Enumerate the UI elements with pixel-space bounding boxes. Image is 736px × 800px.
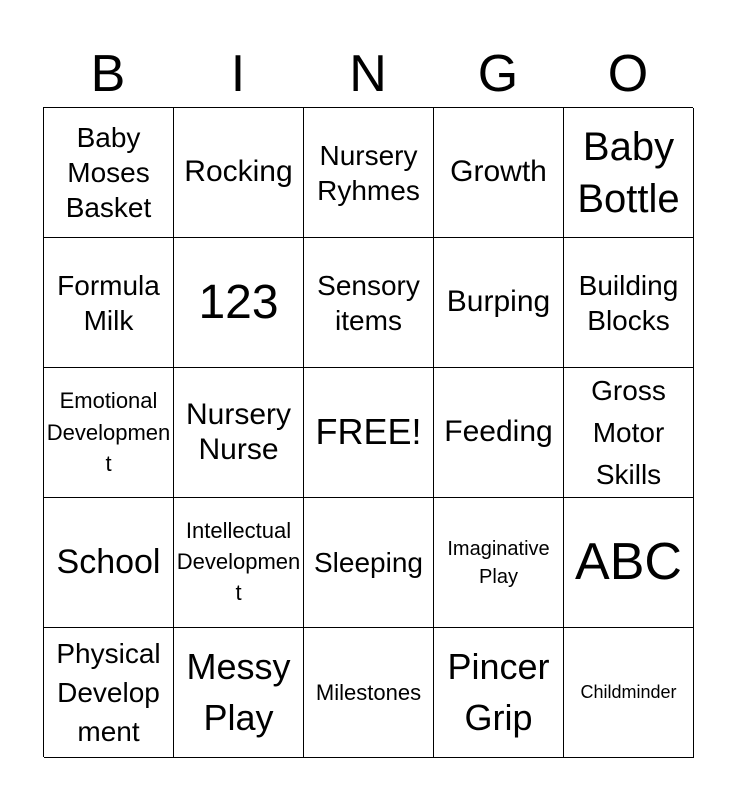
cell-label: Emotional Development xyxy=(46,387,171,477)
cell-label: Baby Moses Basket xyxy=(65,122,152,223)
bingo-cell[interactable] xyxy=(564,108,694,238)
cell-label: Nursery Nurse xyxy=(185,398,291,466)
bingo-cell[interactable] xyxy=(44,628,174,758)
cell-label: Sleeping xyxy=(314,547,423,578)
cell-label: Gross Motor Skills xyxy=(591,374,666,490)
bingo-cell[interactable] xyxy=(304,628,434,758)
bingo-header xyxy=(43,40,693,108)
bingo-cell[interactable] xyxy=(44,498,174,628)
cell-label: Pincer Grip xyxy=(447,646,550,738)
cell-label: Growth xyxy=(450,155,547,189)
cell-label: Burping xyxy=(446,285,551,319)
header-letter-n: N xyxy=(349,45,387,103)
header-letter-i: I xyxy=(230,45,246,103)
header-letter-g: G xyxy=(477,45,519,103)
bingo-cell[interactable] xyxy=(434,238,564,368)
bingo-cell[interactable] xyxy=(434,628,564,758)
cell-label: Messy Play xyxy=(186,646,291,738)
bingo-cell[interactable] xyxy=(304,368,434,498)
bingo-cell[interactable] xyxy=(564,498,694,628)
cell-label: Childminder xyxy=(580,682,677,703)
cell-label: Physical Development xyxy=(56,637,161,748)
cell-label: ABC xyxy=(575,533,682,592)
header-letter-b: B xyxy=(90,45,126,103)
bingo-cell[interactable] xyxy=(174,108,304,238)
cell-label: Feeding xyxy=(444,415,553,449)
bingo-cell[interactable] xyxy=(44,108,174,238)
cell-label: Formula Milk xyxy=(57,269,160,336)
bingo-cell[interactable] xyxy=(174,368,304,498)
cell-label: Milestones xyxy=(315,679,422,705)
cell-label: Nursery Ryhmes xyxy=(317,139,420,206)
bingo-cell[interactable] xyxy=(304,498,434,628)
bingo-cell[interactable] xyxy=(434,498,564,628)
cell-label: Building Blocks xyxy=(578,269,679,336)
bingo-cell[interactable] xyxy=(174,628,304,758)
cell-label: Baby Bottle xyxy=(577,124,680,221)
cell-label: FREE! xyxy=(315,411,422,453)
bingo-cell[interactable] xyxy=(564,238,694,368)
bingo-cell[interactable] xyxy=(434,108,564,238)
bingo-cell[interactable] xyxy=(564,628,694,758)
cell-label: Sensory items xyxy=(317,269,420,336)
bingo-cell[interactable] xyxy=(564,368,694,498)
header-letter-o: O xyxy=(607,45,649,103)
bingo-cell[interactable] xyxy=(174,238,304,368)
bingo-cell[interactable] xyxy=(44,368,174,498)
cell-label: School xyxy=(56,543,161,582)
bingo-cell[interactable] xyxy=(174,498,304,628)
cell-label: 123 xyxy=(198,275,279,329)
bingo-cell[interactable] xyxy=(304,238,434,368)
bingo-cell[interactable] xyxy=(44,238,174,368)
cell-label: Rocking xyxy=(184,155,293,189)
bingo-cell[interactable] xyxy=(434,368,564,498)
bingo-card xyxy=(43,107,693,757)
cell-label: Intellectual Development xyxy=(176,518,301,605)
bingo-cell[interactable] xyxy=(304,108,434,238)
cell-label: Imaginative Play xyxy=(447,537,550,588)
